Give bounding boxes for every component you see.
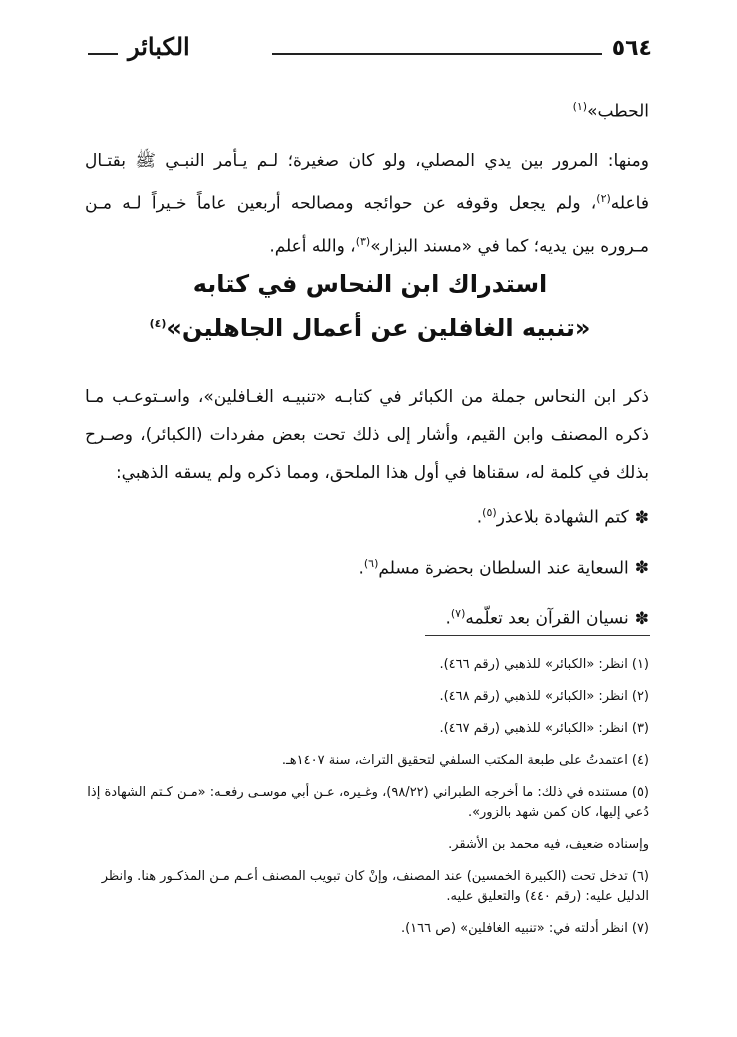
footnote-text: وإسناده ضعيف، فيه محمد بن الأشقر. xyxy=(448,837,649,852)
header-title: الكبائر xyxy=(128,32,190,61)
footnote-number: (٤) xyxy=(631,753,649,768)
header-rule-right xyxy=(272,53,602,55)
footnote-5 xyxy=(85,783,649,823)
paragraph-text: ومنها: المرور بين يدي المصلي، ولو كان صغيرة؛ لـم يـأمر النبـي ﷺ بقتـال فاعله xyxy=(85,151,649,214)
footnote-3 xyxy=(85,719,649,739)
header-rule-left xyxy=(88,53,118,55)
paragraph-text: ، ولم يجعل وقوفه عن حوائجه ومصالحه أربعين عاماً خـيراً لـه مـن مـروره بين يديه؛ كما في «مسند البزار» xyxy=(85,193,649,257)
section-heading-line2 xyxy=(88,314,652,342)
footnote-ref-7[interactable]: (٧) xyxy=(450,607,466,621)
footnote-text: مستنده في ذلك: ما أخرجه الطبراني (٩٨/٢٢)، وغـيره، عـن أبي موسـى رفعـه: «مـن كـتم الشهادة إذا دُعي إليها، كان كمن شهد بالزور». xyxy=(87,785,649,820)
footnote-5-extra xyxy=(85,835,649,855)
heading-text: «تنبيه الغافلين عن أعمال الجاهلين» xyxy=(166,314,591,342)
paragraph-text: الحطب» xyxy=(587,101,649,122)
list-item: ✽كتم الشهادة بلاعذر$^{(٥)}$. xyxy=(476,506,649,528)
list-item-text: كتم الشهادة بلاعذر xyxy=(496,507,629,528)
footnote-ref-3[interactable]: (٣) xyxy=(355,234,371,248)
paragraph-continuation xyxy=(85,88,649,131)
footnotes xyxy=(85,655,649,951)
footnote-6 xyxy=(85,867,649,907)
list-item-text: السعاية عند السلطان بحضرة مسلم xyxy=(378,558,629,579)
footnote-text: تدخل تحت (الكبيرة الخمسين) عند المصنف، وإنْ كان تبويب المصنف أعـم مـن المذكـور هنا. وانظر الدليل عليه: (رقم ٤٤٠) والتعليق عليه. xyxy=(101,869,649,904)
list-item: ✽السعاية عند السلطان بحضرة مسلم$^{(٦)}$. xyxy=(358,556,649,579)
footnote-ref-1[interactable]: (١) xyxy=(572,100,588,113)
footnote-number: (٢) xyxy=(631,689,649,704)
footnote-1 xyxy=(85,655,649,675)
footnote-number: (٦) xyxy=(631,869,649,884)
list-item-text: نسيان القرآن بعد تعلّمه xyxy=(465,608,629,629)
paragraph-text: ، والله أعلم. xyxy=(269,236,356,257)
footnote-text: اعتمدتُ على طبعة المكتب السلفي لتحقيق التراث، سنة ١٤٠٧هـ. xyxy=(281,753,628,768)
bullet-list xyxy=(85,490,649,642)
footnote-text: انظر: «الكبائر» للذهبي (رقم ٤٦٦). xyxy=(439,657,628,672)
footnote-ref-2[interactable]: (٢) xyxy=(596,192,611,205)
footnote-2 xyxy=(85,687,649,707)
footnote-text: انظر: «الكبائر» للذهبي (رقم ٤٦٨). xyxy=(439,689,628,704)
running-header xyxy=(88,30,652,70)
footnote-text: انظر أدلته في: «تنبيه الغافلين» (ص ١٦٦). xyxy=(400,921,628,936)
footnote-number: (١) xyxy=(631,657,649,672)
intro-paragraph: ذكر ابن النحاس جملة من الكبائر في كتابـه «تنبيـه الغـافلين»، واسـتوعـب مـا ذكره المصنف وابن القيم، وأشار إلى ذلك تحت بعض مفردات (الكبائر)، وصـرح بذلك في كلمة له، سقناها في أول هذا الملحق، ومما ذكره ولم يسقه الذهبي: xyxy=(85,387,649,483)
section-heading-line1: استدراك ابن النحاس في كتابه xyxy=(192,270,548,298)
footnote-ref-6[interactable]: (٦) xyxy=(363,556,379,570)
footnote-ref-5[interactable]: (٥) xyxy=(482,506,497,519)
paragraph-passing-worshipper xyxy=(85,142,649,265)
footnote-separator xyxy=(425,635,650,636)
footnote-7 xyxy=(85,919,649,939)
footnote-number: (٥) xyxy=(631,785,649,800)
page-number: ٥٦٤ xyxy=(611,36,652,61)
asterisk-icon: ✽ xyxy=(634,608,649,629)
asterisk-icon: ✽ xyxy=(634,558,649,579)
footnote-4 xyxy=(85,751,649,771)
footnote-text: انظر: «الكبائر» للذهبي (رقم ٤٦٧). xyxy=(439,721,628,736)
footnote-ref-4[interactable]: (٤) xyxy=(149,317,167,330)
footnote-number: (٣) xyxy=(631,721,649,736)
asterisk-icon: ✽ xyxy=(634,507,649,528)
list-item: ✽نسيان القرآن بعد تعلّمه$^{(٧)}$. xyxy=(445,607,649,629)
footnote-number: (٧) xyxy=(631,921,649,936)
